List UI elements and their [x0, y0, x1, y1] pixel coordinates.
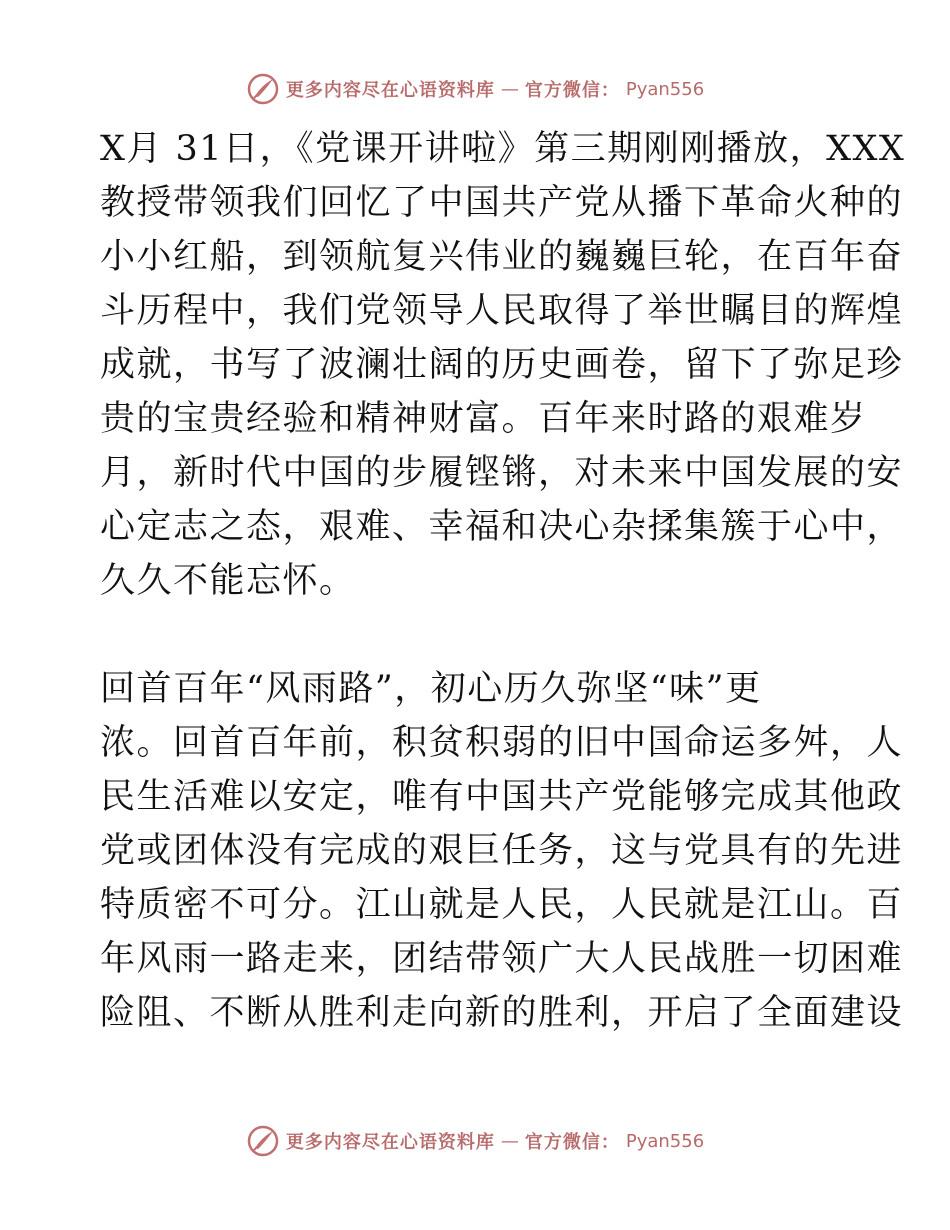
brush-logo-icon — [246, 1124, 280, 1158]
paragraph-line: 教授带领我们回忆了中国共产党从播下革命火种的 — [100, 183, 904, 223]
watermark-official-label: 官方微信： — [524, 80, 620, 101]
paragraph-line: 浓。回首百年前，积贫积弱的旧中国命运多舛，人 — [100, 723, 904, 763]
paragraph-line: 成就，书写了波澜壮阔的历史画卷，留下了弥足珍 — [100, 345, 904, 385]
brush-logo-icon — [246, 72, 280, 106]
paragraph-2 — [100, 662, 904, 1040]
paragraph-line: 民生活难以安定，唯有中国共产党能够完成其他政 — [100, 777, 904, 817]
paragraph-line: 斗历程中，我们党领导人民取得了举世瞩目的辉煌 — [100, 291, 904, 331]
watermark-main-text: 更多内容尽在心语资料库 — [285, 80, 495, 101]
paragraph-line: 年风雨一路走来，团结带领广大人民战胜一切困难 — [100, 939, 904, 979]
paragraph-line: 特质密不可分。江山就是人民，人民就是江山。百 — [100, 885, 904, 925]
paragraph-line: 久久不能忘怀。 — [100, 561, 356, 601]
paragraph-line: 小小红船，到领航复兴伟业的巍巍巨轮，在百年奋 — [100, 237, 904, 277]
watermark-dash: — — [500, 1130, 519, 1152]
watermark-wechat-id: Pyan556 — [625, 1130, 705, 1152]
paragraph-line: 心定志之态，艰难、幸福和决心杂揉集簇于心中， — [100, 507, 904, 547]
header-watermark — [0, 72, 950, 106]
paragraph-line: 贵的宝贵经验和精神财富。百年来时路的艰难岁 — [100, 399, 867, 439]
paragraph-line: 月，新时代中国的步履铿锵，对未来中国发展的安 — [100, 453, 904, 493]
paragraph-line: 回首百年“风雨路”，初心历久弥坚“味”更 — [100, 669, 762, 709]
watermark-main-text: 更多内容尽在心语资料库 — [285, 1132, 495, 1153]
paragraph-1 — [100, 122, 906, 608]
paragraph-line: 险阻、不断从胜利走向新的胜利，开启了全面建设 — [100, 993, 904, 1033]
watermark-official-label: 官方微信： — [524, 1132, 620, 1153]
footer-watermark — [0, 1124, 950, 1158]
paragraph-line: 党或团体没有完成的艰巨任务，这与党具有的先进 — [100, 831, 904, 871]
watermark-dash: — — [500, 78, 519, 100]
paragraph-line: X月 31日，《党课开讲啦》第三期刚刚播放，XXX — [100, 129, 906, 169]
watermark-wechat-id: Pyan556 — [625, 78, 705, 100]
